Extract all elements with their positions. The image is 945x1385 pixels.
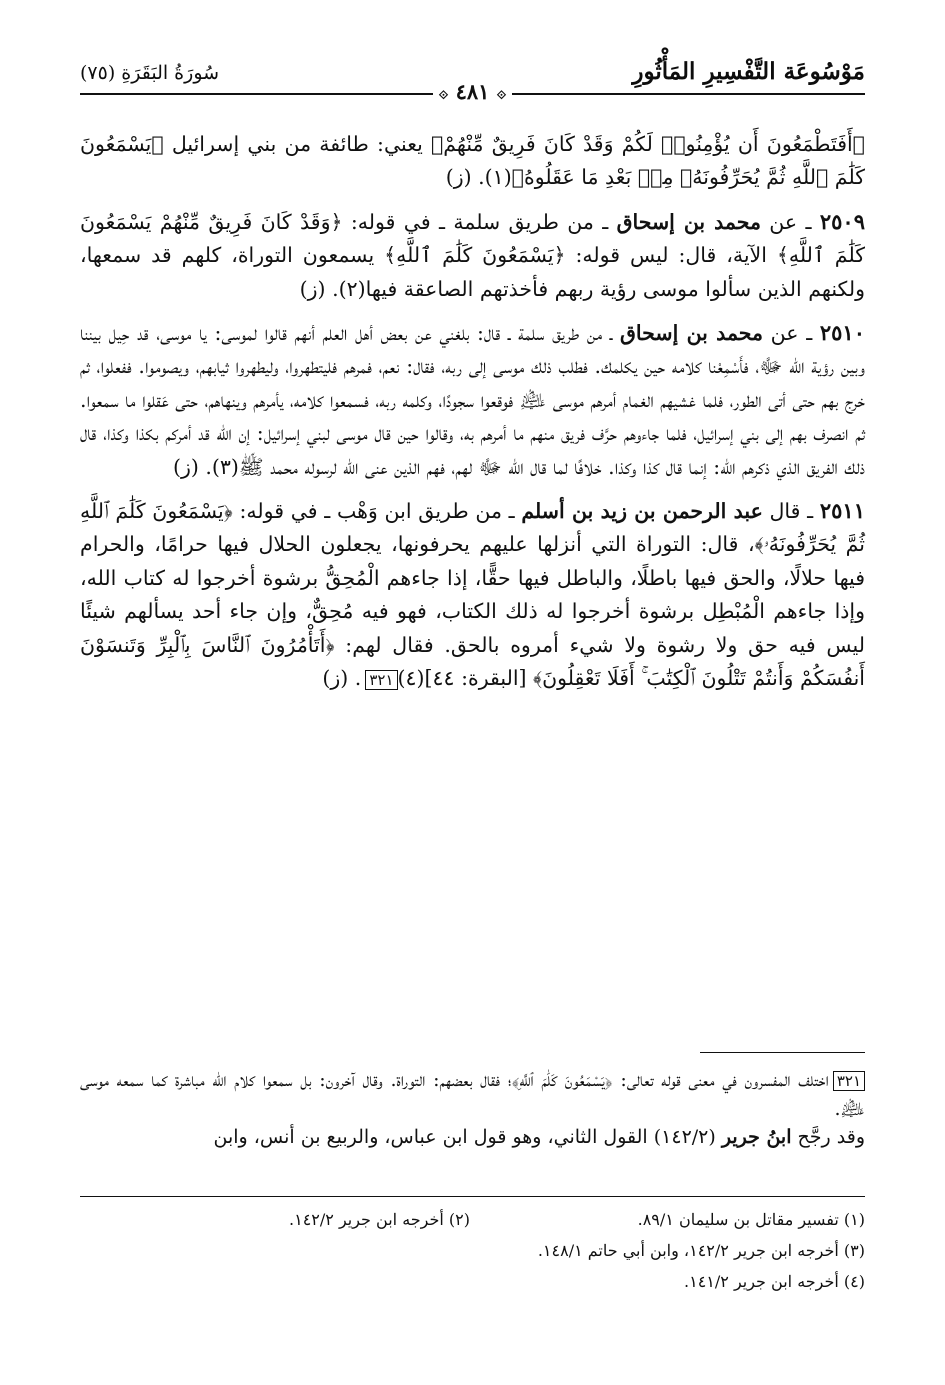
- footnote-separator: [80, 1196, 865, 1197]
- entry-prefix: ـ عن: [760, 209, 820, 234]
- surah-label: سُورَةُ البَقَرَةِ (٧٥): [80, 62, 220, 84]
- entry-text: ـ من طريق سلمة ـ في قوله: ﴿وَقَدْ كَانَ فَرِيقٌ مِّنْهُمْ يَسْمَعُونَ كَلَٰمَ ٱللَّهِ﴾ الآية، قال: ليس قوله: ﴿يَسْمَعُونَ كَلَٰمَ ٱللَّهِ﴾ يسمعون التوراة، كلهم قد سمعها، ولكنهم الذين سألوا موسى رؤية ربهم فأخذتهم الصاعقة فيها(٢). (ز): [80, 209, 865, 301]
- entry-author: محمد بن إسحاق: [616, 209, 761, 234]
- entry-2509: [80, 205, 865, 306]
- entry-tail: . (ز): [322, 666, 362, 691]
- footnote-row: [80, 1204, 865, 1235]
- entry-prefix: ـ قال: [762, 499, 820, 524]
- footnote-2: (٢) أخرجه ابن جرير ١٤٢/٢.: [289, 1210, 470, 1229]
- running-header: [80, 52, 865, 110]
- commentary-note: [80, 1066, 865, 1152]
- intro-text: ﴿أَفَتَطْمَعُونَ أَن يُؤْمِنُوا۟ لَكُمْ وَقَدْ كَانَ فَرِيقٌ مِّنْهُمْ﴾ يعني: طائفة من بني إسرائيل ﴿يَسْمَعُونَ كَلَٰمَ ٱللَّهِ ثُمَّ يُحَرِّفُونَهُۥ مِنۢ بَعْدِ مَا عَقَلُوهُ﴾(١). (ز): [80, 132, 865, 190]
- footnote-row: [80, 1235, 865, 1266]
- note-rest: (١٤٢/٢) القول الثاني، وهو قول ابن عباس، والربيع بن أنس، وابن: [213, 1126, 722, 1148]
- note-reference-box[interactable]: ٣٢١: [365, 670, 397, 690]
- note-author: ابنُ جرير: [721, 1126, 792, 1148]
- footnote-1: (١) تفسير مقاتل بن سليمان ٨٩/١.: [637, 1210, 865, 1229]
- entry-author: محمد بن إسحاق: [620, 321, 764, 346]
- footnote-row: [80, 1266, 865, 1297]
- entry-author: عبد الرحمن بن زيد بن أسلم: [521, 499, 763, 524]
- note-number-box: ٣٢١: [833, 1071, 865, 1091]
- entry-prefix: ـ عن: [763, 321, 820, 346]
- entry-number: ٢٥١٠: [819, 320, 865, 346]
- intro-paragraph: [80, 128, 865, 195]
- entry-2511: [80, 494, 865, 695]
- note-line-1: [80, 1066, 865, 1123]
- entry-number: ٢٥٠٩: [819, 208, 865, 234]
- entry-text: ـ من طريق سلمة ـ قال: بلغني عن بعض أهل العلم أنهم قالوا لموسى: يا موسى، قد حِيل بيننا وبين رؤية الله ﷻ، فأَسْمِعْنا كلامه حين يكلمك. فطلب ذلك موسى إلى ربه، فقال: نعم، فمرهم فليتطهروا، وليطهروا ثيابهم، ويصوموا. ففعلوا، ثم خرج بهم حتى أتى الطور، فلما غشيهم الغمام أمرهم موسى ﵇ فوقعوا سجودًا، وكلمه ربه، فسمعوا كلامه، يأمرهم وينهاهم، حتى عَقلوا ما سمعوا. ثم انصرف بهم إلى بني إسرائيل، فلما جاءوهم حرَّف فريق منهم ما أمرهم به، وقالوا حين قال موسى لبني إسرائيل: إن الله قد أمركم بكذا وكذا، قال ذلك الفريق الذي ذكرهم الله: إنما قال كذا وكذا. خلافًا لما قال الله ﷻ لهم، فهم الذين عنى الله لرسوله محمد ﷺ(٣). (ز): [80, 321, 865, 479]
- note-prefix: وقد رجَّح: [791, 1126, 865, 1148]
- note-line-2: [80, 1123, 865, 1152]
- entry-text: ـ من طريق ابن وَهْب ـ في قوله: ﴿يَسْمَعُونَ كَلَٰمَ ٱللَّهِ ثُمَّ يُحَرِّفُونَهُۥ﴾، قال: التوراة التي أنزلها عليهم يحرفونها، يجعلون الحلال فيها حرامًا، والحرام فيها حلالًا، والحق فيها باطلًا، والباطل فيها حقًّا، إذا جاءهم الْمُحِقُّ برشوة أخرجوا له كتاب الله، وإذا جاءهم الْمُبْطِل برشوة أخرجوا له ذلك الكتاب، فهو فيه مُحِقٌّ، وإن جاء أحد يسألهم شيئًا ليس فيه حق ولا رشوة ولا شيء أمروه بالحق. فقال لهم: ﴿أَتَأْمُرُونَ ٱلنَّاسَ بِٱلْبِرِّ وَتَنسَوْنَ أَنفُسَكُمْ وَأَنتُمْ تَتْلُونَ ٱلْكِتَٰبَ ۚ أَفَلَا تَعْقِلُونَ﴾ [البقرة: ٤٤](٤): [80, 499, 865, 691]
- book-title: مَوْسُوعَة التَّفْسِيرِ المَأْثُورِ: [632, 58, 865, 85]
- entry-2510: [80, 316, 865, 484]
- page-number-group: [380, 79, 565, 104]
- main-text: [80, 128, 865, 706]
- footnote-4: (٤) أخرجه ابن جرير ١٤١/٢.: [684, 1272, 865, 1291]
- note-text: اختلف المفسرون في معنى قوله تعالى: ﴿يَسْمَعُونَ كَلَٰمَ ٱللَّهِ﴾؛ فقال بعضهم: التوراة. وقال آخرون: بل سمعوا كلام الله مباشرة كما سمعه موسى ﵇.: [80, 1069, 865, 1120]
- footnote-3: (٣) أخرجه ابن جرير ١٤٢/٢، وابن أبي حاتم ١٤٨/١.: [537, 1241, 865, 1260]
- footnotes: [80, 1204, 865, 1297]
- page-number: ٤٨١: [455, 79, 490, 104]
- ornament-left-icon: ⟐: [438, 88, 449, 102]
- ornament-right-icon: ⟐: [496, 88, 507, 102]
- note-separator: [700, 1052, 865, 1053]
- entry-number: ٢٥١١: [819, 498, 865, 524]
